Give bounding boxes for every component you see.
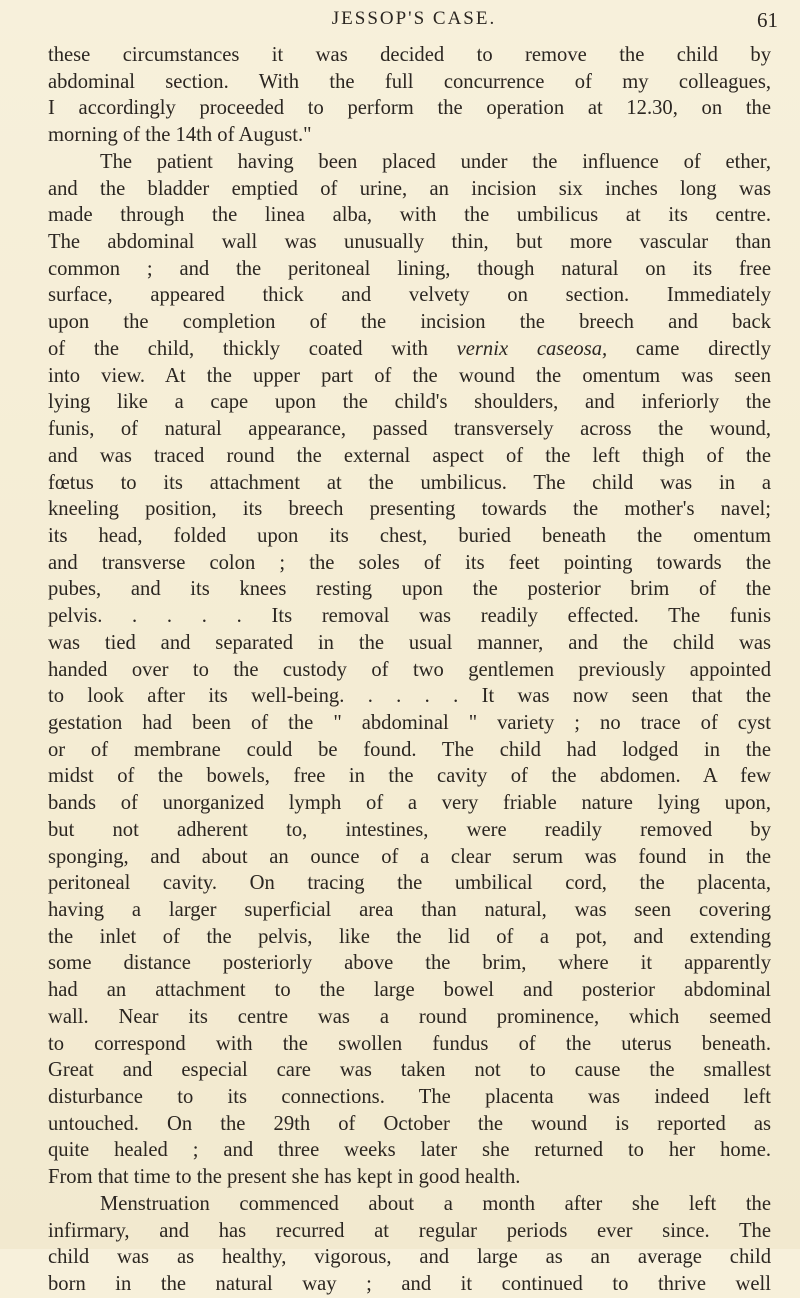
text-line: The abdominal wall was unusually thin, but more vascular than xyxy=(48,231,771,254)
paragraph-1 xyxy=(48,42,771,149)
text-line: to correspond with the swollen fundus of the uterus beneath. xyxy=(48,1032,771,1055)
text-line: morning of the 14th of August." xyxy=(48,124,312,147)
text-line: to look after its well-being. . . . . It was now seen that the xyxy=(48,685,771,708)
text-line: had an attachment to the large bowel and posterior abdominal xyxy=(48,979,771,1002)
text-line: bands of unorganized lymph of a very friable nature lying upon, xyxy=(48,792,771,815)
italic-phrase: vernix caseosa, xyxy=(456,337,608,360)
running-head xyxy=(50,8,778,38)
text-line: its head, folded upon its chest, buried beneath the omentum xyxy=(48,524,771,547)
text-line: some distance posteriorly above the brim, where it apparently xyxy=(48,952,771,975)
text-line: lying like a cape upon the child's shoulders, and inferiorly the xyxy=(48,391,771,414)
text-line: abdominal section. With the full concurrence of my colleagues, xyxy=(48,70,771,93)
text-line: child was as healthy, vigorous, and large as an average child xyxy=(48,1246,771,1269)
text-line: having a larger superficial area than natural, was seen covering xyxy=(48,899,771,921)
text-line: Great and especial care was taken not to cause the smallest xyxy=(48,1059,771,1082)
text-line: funis, of natural appearance, passed transversely across the wound, xyxy=(48,418,771,441)
text-line: From that time to the present she has kept in good health. xyxy=(48,1166,521,1189)
text-line: was tied and separated in the usual manner, and the child was xyxy=(48,631,771,654)
text-line: peritoneal cavity. On tracing the umbilical cord, the placenta, xyxy=(48,872,771,895)
paragraph-2 xyxy=(48,149,771,1191)
text-line: but not adherent to, intestines, were readily removed by xyxy=(48,818,771,841)
text-line-with-italic xyxy=(48,336,771,363)
text-line: the inlet of the pelvis, like the lid of a pot, and extending xyxy=(48,925,771,948)
text-line: fœtus to its attachment at the umbilicus. The child was in a xyxy=(48,471,771,494)
text-line: midst of the bowels, free in the cavity of the abdomen. A few xyxy=(48,765,771,788)
text-line: sponging, and about an ounce of a clear serum was found in the xyxy=(48,845,771,868)
text-segment: of the child, thickly coated with xyxy=(48,337,428,360)
running-title: JESSOP'S CASE. xyxy=(331,8,497,29)
text-line: Menstruation commenced about a month after she left the xyxy=(100,1192,771,1215)
text-line: pelvis. . . . . Its removal was readily effected. The funis xyxy=(48,605,771,628)
text-line: into view. At the upper part of the wound the omentum was seen xyxy=(48,364,771,387)
text-line: these circumstances it was decided to remove the child by xyxy=(48,44,771,66)
text-line: upon the completion of the incision the breech and back xyxy=(48,311,771,334)
text-line: untouched. On the 29th of October the wound is reported as xyxy=(48,1112,771,1135)
text-line: kneeling position, its breech presenting towards the mother's navel; xyxy=(48,498,771,521)
text-line: handed over to the custody of two gentlemen previously appointed xyxy=(48,658,771,681)
text-line: disturbance to its connections. The placenta was indeed left xyxy=(48,1086,771,1109)
text-line: and transverse colon ; the soles of its feet pointing towards the xyxy=(48,551,771,574)
text-line: quite healed ; and three weeks later she returned to her home. xyxy=(48,1139,771,1162)
text-line: wall. Near its centre was a round prominence, which seemed xyxy=(48,1005,771,1028)
text-line: or of membrane could be found. The child had lodged in the xyxy=(48,738,771,761)
text-line: born in the natural way ; and it continued to thrive well xyxy=(48,1273,771,1296)
text-line: infirmary, and has recurred at regular periods ever since. The xyxy=(48,1219,771,1242)
text-line: surface, appeared thick and velvety on section. Immediately xyxy=(48,284,771,307)
page-number: 61 xyxy=(757,8,778,32)
text-line: I accordingly proceeded to perform the operation at 12.30, on the xyxy=(48,97,771,120)
text-line: made through the linea alba, with the umbilicus at its centre. xyxy=(48,204,771,227)
text-line: and was traced round the external aspect of the left thigh of the xyxy=(48,444,771,467)
text-line: The patient having been placed under the influence of ether, xyxy=(100,150,771,173)
text-line: common ; and the peritoneal lining, though natural on its free xyxy=(48,257,771,280)
text-line: pubes, and its knees resting upon the posterior brim of the xyxy=(48,578,771,601)
text-line: and the bladder emptied of urine, an incision six inches long was xyxy=(48,177,771,200)
paragraph-3 xyxy=(48,1191,771,1298)
text-segment: came directly xyxy=(607,337,771,360)
text-line: gestation had been of the " abdominal " variety ; no trace of cyst xyxy=(48,711,771,734)
body-text xyxy=(48,42,771,1298)
